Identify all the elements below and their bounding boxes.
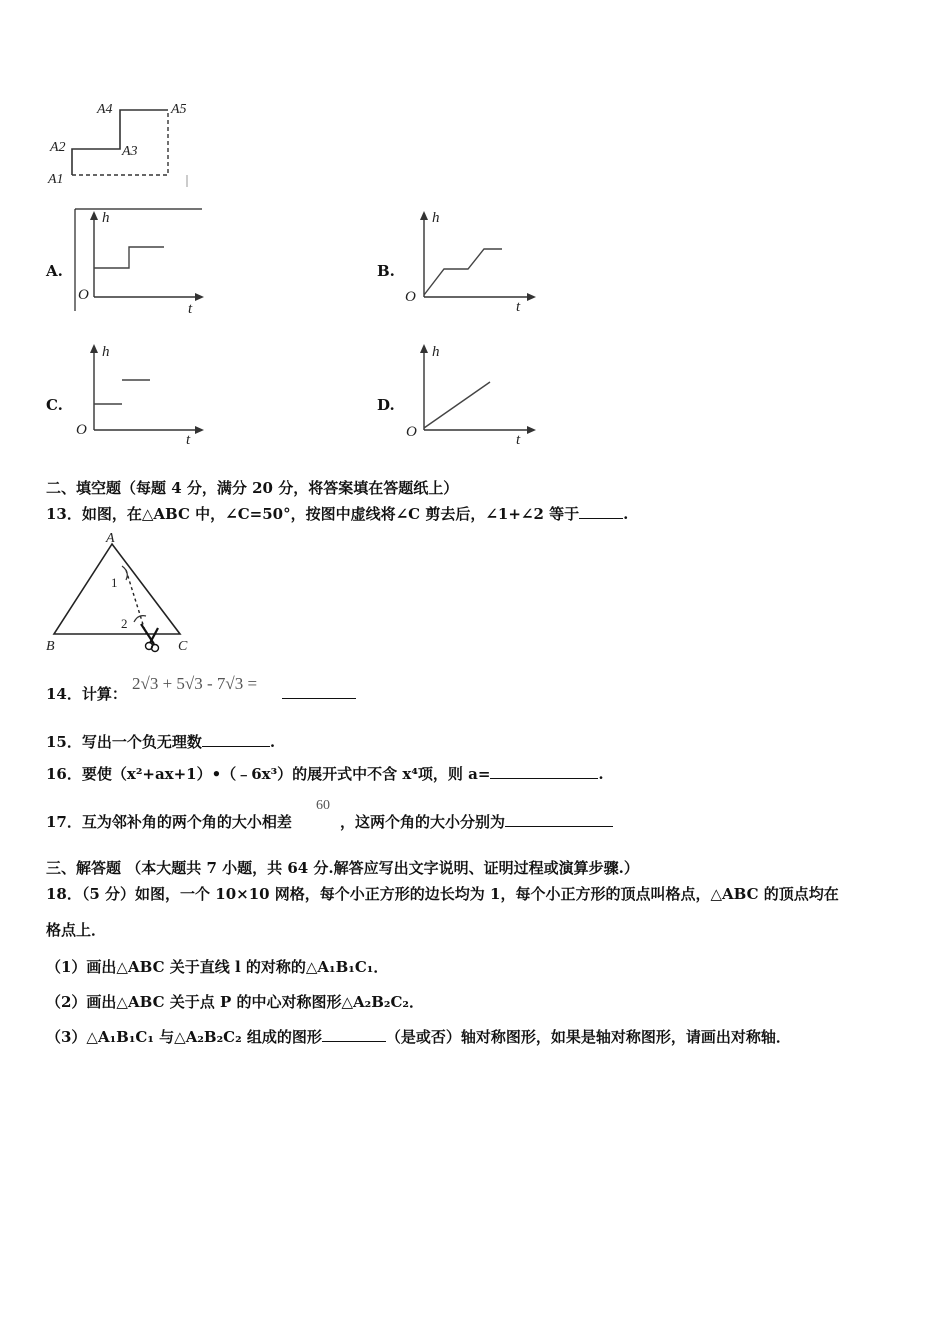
q17-value: 60 [316, 798, 330, 813]
q18-sub3-blank [322, 1027, 386, 1042]
option-d-h: h [432, 344, 440, 360]
q14-answer-blank [282, 698, 356, 699]
q18-line1: 18．（5 分）如图，一个 10×10 网格，每个小正方形的边长均为 1，每个小正方形的顶点叫格点，△ABC 的顶点均在 [46, 885, 839, 903]
q15-line [46, 732, 275, 752]
q17-text-b: ，这两个角的大小分别为 [340, 813, 506, 831]
section3-heading: 三、解答题 （本大题共 7 小题，共 64 分.解答应写出文字说明、证明过程或演算步骤.） [46, 859, 639, 877]
q17-answer-blank [505, 812, 613, 827]
option-d-t: t [516, 432, 521, 448]
q13-triangle-figure [42, 530, 202, 660]
q15-end: . [269, 733, 276, 751]
q13-label-2: 2 [121, 616, 128, 631]
option-b-label: B. [377, 262, 395, 280]
q13-line [46, 504, 628, 524]
option-a-o: O [78, 287, 89, 303]
option-c-o: O [76, 422, 87, 438]
option-a-h: h [102, 210, 110, 226]
q18-sub3-a: （3）△A₁B₁C₁ 与△A₂B₂C₂ 组成的图形 [46, 1028, 322, 1046]
option-b-o: O [405, 289, 416, 305]
option-a-label: A. [46, 262, 63, 280]
label-a4: A4 [97, 102, 113, 117]
q16-end: . [598, 765, 604, 783]
q13-text: 13．如图，在△ABC 中，∠C=50°，按图中虚线将∠C 剪去后，∠1+∠2 等于 [46, 505, 580, 523]
label-a3: A3 [122, 144, 138, 159]
scissors-icon [141, 624, 159, 652]
option-c-graph [72, 340, 207, 448]
q13-label-1: 1 [111, 575, 118, 590]
option-d-o: O [406, 424, 417, 440]
q13-label-c: C [178, 639, 188, 654]
section2-heading: 二、填空题（每题 4 分，满分 20 分，将答案填在答题纸上） [46, 479, 459, 497]
option-b-graph [402, 207, 542, 315]
q13-label-a: A [106, 531, 115, 546]
q14-prefix: 14．计算： [46, 685, 127, 703]
label-a2: A2 [50, 140, 66, 155]
option-d-label: D. [377, 396, 395, 414]
staircase-figure [40, 95, 200, 190]
q13-label-b: B [46, 639, 55, 654]
q18-sub2: （2）画出△ABC 关于点 P 的中心对称图形△A₂B₂C₂． [46, 993, 424, 1011]
q14-expression: 2√3 + 5√3 - 7√3 = [132, 674, 258, 693]
q17-line-b [340, 812, 613, 832]
option-b-t: t [516, 299, 521, 315]
q18-sub3 [46, 1027, 791, 1047]
q17-text-a: 17．互为邻补角的两个角的大小相差 [46, 813, 292, 831]
q15-answer-blank [202, 732, 270, 747]
q16-text: 16．要使（x²+ax+1）•（﹣6x³）的展开式中不含 x⁴项，则 a= [46, 765, 491, 783]
q13-answer-blank [579, 504, 623, 519]
option-c-t: t [186, 432, 191, 448]
q18-line2: 格点上． [46, 921, 107, 939]
label-a5: A5 [171, 102, 187, 117]
q14-line [46, 684, 127, 704]
q18-sub3-b: （是或否）轴对称图形，如果是轴对称图形，请画出对称轴． [385, 1028, 791, 1046]
option-c-label: C. [46, 396, 63, 414]
q17-line [46, 812, 292, 832]
q16-line [46, 764, 604, 784]
q16-answer-blank [490, 764, 598, 779]
q18-sub1: （1）画出△ABC 关于直线 l 的对称的△A₁B₁C₁． [46, 958, 389, 976]
option-d-graph [402, 340, 542, 448]
option-a-t: t [188, 301, 193, 315]
option-b-h: h [432, 210, 440, 226]
q15-text: 15．写出一个负无理数 [46, 733, 202, 751]
option-a-graph [72, 207, 207, 315]
option-c-h: h [102, 344, 110, 360]
q13-end: . [623, 505, 629, 523]
label-a1: A1 [48, 172, 64, 187]
